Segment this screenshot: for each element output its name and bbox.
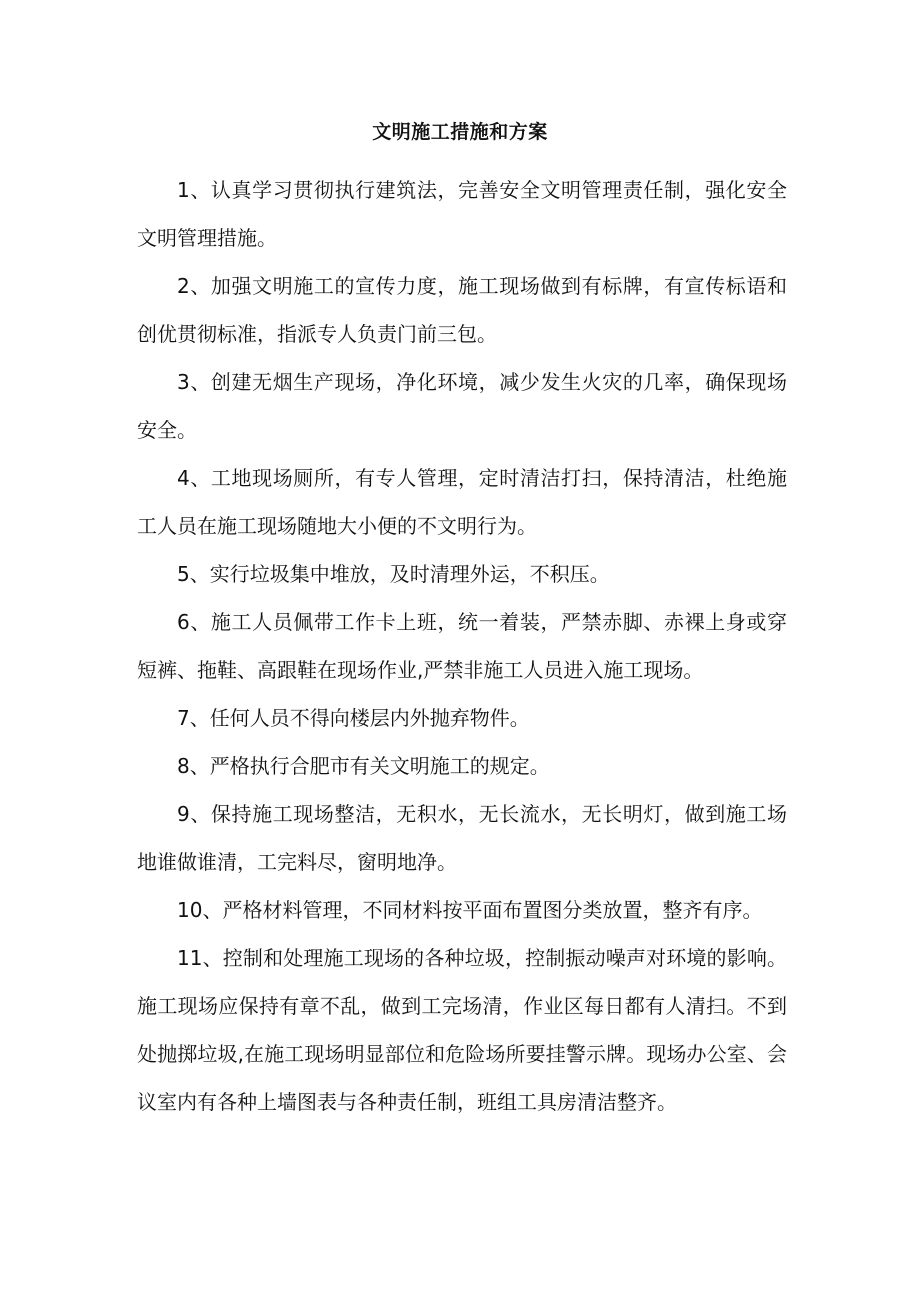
paragraph-11: 11、控制和处理施工现场的各种垃圾，控制振动噪声对环境的影响。施工现场应保持有章不乱，做到工完场清，作业区每日都有人清扫。不到处抛掷垃圾,在施工现场明显部位和危险场所要挂警示牌。现场办公室、会议室内有各种上墙图表与各种责任制，班组工具房清洁整齐。 — [137, 946, 787, 1114]
paragraph-8: 8、严格执行合肥市有关文明施工的规定。 — [177, 754, 550, 778]
paragraph-1: 1、认真学习贯彻执行建筑法，完善安全文明管理责任制，强化安全文明管理措施。 — [137, 178, 787, 250]
paragraph-3: 3、创建无烟生产现场，净化环境，减少发生火灾的几率，确保现场安全。 — [137, 370, 787, 442]
paragraph-7: 7、任何人员不得向楼层内外抛弃物件。 — [177, 706, 530, 730]
paragraph-2: 2、加强文明施工的宣传力度，施工现场做到有标牌，有宣传标语和创优贯彻标准，指派专人负责门前三包。 — [137, 274, 787, 346]
paragraph-4: 4、工地现场厕所，有专人管理，定时清洁打扫，保持清洁，杜绝施工人员在施工现场随地大小便的不文明行为。 — [137, 466, 787, 538]
document-body — [137, 166, 787, 1126]
paragraph-6: 6、施工人员佩带工作卡上班，统一着装，严禁赤脚、赤裸上身或穿短裤、拖鞋、高跟鞋在现场作业,严禁非施工人员进入施工现场。 — [137, 610, 787, 682]
document-title: 文明施工措施和方案 — [372, 121, 548, 143]
paragraph-10: 10、严格材料管理，不同材料按平面布置图分类放置，整齐有序。 — [177, 898, 763, 922]
paragraph-9: 9、保持施工现场整洁，无积水，无长流水，无长明灯，做到施工场地谁做谁清，工完料尽，窗明地净。 — [137, 802, 787, 874]
paragraph-5: 5、实行垃圾集中堆放，及时清理外运，不积压。 — [177, 562, 610, 586]
